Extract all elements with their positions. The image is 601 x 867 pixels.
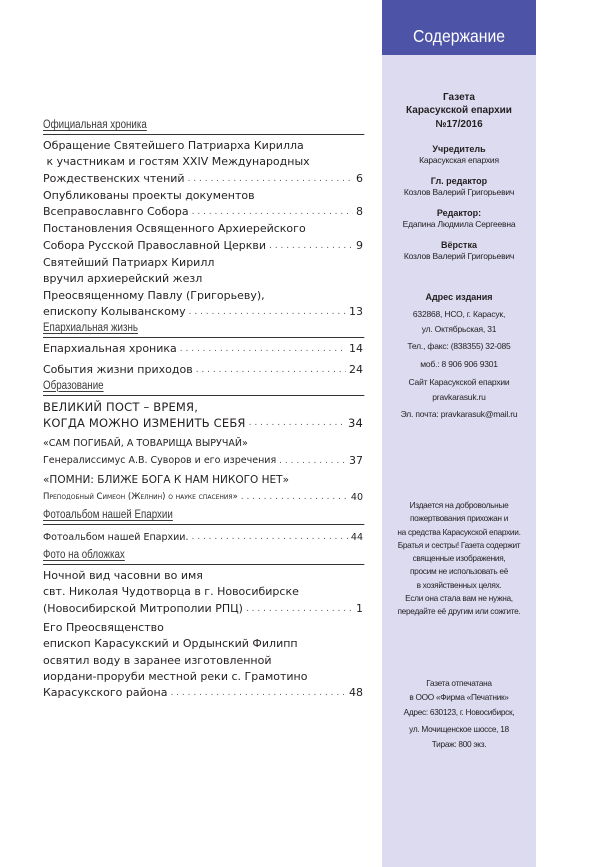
entry-line: иордани-проруби местной реки с. Грамотино bbox=[43, 669, 308, 683]
toc-section-education bbox=[43, 379, 363, 507]
toc-entry[interactable] bbox=[43, 362, 363, 378]
notice-line: пожертвования прихожан и bbox=[409, 513, 509, 524]
toc-entry[interactable] bbox=[43, 138, 363, 187]
newspaper-name-line: Карасукской епархии bbox=[406, 105, 512, 116]
staff-name: Карасукская епархия bbox=[419, 155, 499, 165]
page-number: 1 bbox=[356, 601, 363, 615]
toc-entry[interactable] bbox=[43, 472, 363, 507]
toc-entry[interactable] bbox=[43, 434, 363, 469]
staff-name: Козлов Валерий Григорьевич bbox=[403, 251, 515, 261]
toc-entry[interactable] bbox=[43, 341, 363, 357]
leader-dots bbox=[170, 685, 346, 701]
section-heading: Фотоальбом нашей Епархии bbox=[43, 508, 364, 525]
entry-line: «САМ ПОГИБАЙ, А ТОВАРИЩА ВЫРУЧАЙ» bbox=[43, 438, 248, 450]
email-link[interactable]: Эл. почта: pravkarasuk@mail.ru bbox=[400, 409, 518, 420]
address-line: 632868, НСО, г. Карасук, bbox=[412, 309, 506, 319]
entry-line: «ПОМНИ: БЛИЖЕ БОГА К НАМ НИКОГО НЕТ» bbox=[43, 473, 290, 486]
printing-line: ул. Мочищенское шоссе, 18 bbox=[409, 724, 509, 735]
entry-line: Опубликованы проекты документов bbox=[43, 188, 255, 202]
printing-line: Газета отпечатана bbox=[426, 677, 492, 688]
staff-role: Учредитель bbox=[432, 144, 486, 154]
page-number: 40 bbox=[350, 492, 363, 504]
entry-line: Рождественских чтений bbox=[43, 171, 185, 185]
entry-line: Преосвященному Павлу (Григорьеву), bbox=[43, 288, 265, 302]
entry-line: Постановления Освященного Архиерейского bbox=[43, 222, 306, 236]
toc-section-photo-album bbox=[43, 508, 363, 547]
issue-number: №17/2016 bbox=[435, 119, 483, 130]
staff-role: Вёрстка bbox=[441, 240, 477, 250]
address-heading: Адрес издания bbox=[425, 292, 493, 302]
notice-line: священные изображения, bbox=[412, 553, 506, 564]
entry-line: Обращение Святейшего Патриарха Кирилла bbox=[43, 139, 304, 152]
entry-line: Собора Русской Православной Церкви bbox=[43, 238, 267, 252]
entry-line: Генералиссимус А.В. Суворов и его изречения bbox=[43, 455, 277, 467]
masthead-sidebar bbox=[382, 0, 536, 867]
toc-entry[interactable] bbox=[43, 399, 363, 432]
section-heading: Официальная хроника bbox=[43, 118, 364, 135]
printing-line: в ООО «Фирма «Печатник» bbox=[409, 692, 509, 703]
toc-section-official-chronicle bbox=[43, 118, 363, 320]
staff-role: Гл. редактор bbox=[430, 176, 488, 186]
entry-line: ВЕЛИКИЙ ПОСТ – ВРЕМЯ, bbox=[43, 399, 199, 414]
print-run: Тираж: 800 экз. bbox=[431, 738, 487, 749]
entry-line: Фотоальбом нашей Епархии. bbox=[43, 532, 189, 544]
entry-line: Всеправославнго Собора bbox=[43, 205, 189, 219]
website-label: Сайт Карасукской епархии bbox=[408, 376, 510, 387]
page-number: 13 bbox=[349, 304, 363, 318]
entry-line: к участникам и гостям XXIV Международных bbox=[43, 155, 310, 169]
toc-entry[interactable] bbox=[43, 568, 363, 617]
leader-dots bbox=[279, 453, 346, 469]
printing-info bbox=[382, 676, 536, 752]
leader-dots bbox=[249, 415, 345, 431]
toc-entry[interactable] bbox=[43, 528, 363, 547]
section-heading: Фото на обложках bbox=[43, 548, 364, 565]
leader-dots bbox=[196, 362, 346, 378]
entry-line: вручил архиерейский жезл bbox=[43, 272, 203, 286]
leader-dots bbox=[189, 304, 346, 320]
contents-title: Содержание bbox=[390, 0, 529, 55]
toc-entry[interactable] bbox=[43, 221, 363, 254]
leader-dots bbox=[188, 171, 353, 187]
leader-dots bbox=[180, 341, 346, 357]
table-of-contents bbox=[43, 118, 363, 702]
page-number: 24 bbox=[349, 362, 363, 376]
page-number: 6 bbox=[356, 171, 363, 185]
section-heading: Епархиальная жизнь bbox=[43, 321, 364, 338]
phone-fax: Тел., факс: (838355) 32-085 bbox=[407, 341, 511, 352]
page-number: 48 bbox=[349, 686, 363, 700]
toc-section-cover-photos bbox=[43, 548, 363, 701]
staff-list bbox=[382, 144, 536, 262]
entry-line: епископ Карасукский и Ордынский Филипп bbox=[43, 637, 298, 651]
section-heading: Образование bbox=[43, 379, 364, 396]
newspaper-name-line: Газета bbox=[443, 92, 475, 103]
entry-line: освятил воду в заранее изготовленной bbox=[43, 653, 272, 667]
entry-line: КОГДА МОЖНО ИЗМЕНИТЬ СЕБЯ bbox=[43, 416, 246, 431]
mobile-phone: моб.: 8 906 906 9301 bbox=[420, 359, 498, 370]
page-number: 34 bbox=[347, 416, 363, 431]
entry-line: Ночной вид часовни во имя bbox=[43, 569, 203, 583]
entry-line: свт. Николая Чудотворца в г. Новосибирске bbox=[43, 585, 299, 599]
printing-line: Адрес: 630123, г. Новосибирск, bbox=[403, 706, 515, 717]
leader-dots bbox=[241, 488, 348, 507]
page-number: 14 bbox=[349, 342, 363, 356]
notice-line: в хозяйственных целях. bbox=[416, 579, 502, 590]
staff-role: Редактор: bbox=[436, 208, 482, 218]
leader-dots bbox=[269, 238, 353, 254]
leader-dots bbox=[192, 528, 348, 547]
toc-entry[interactable] bbox=[43, 188, 363, 221]
entry-line: Его Преосвященство bbox=[43, 620, 164, 634]
notice-line: на средства Карасукской епархии. bbox=[397, 526, 521, 537]
toc-entry[interactable] bbox=[43, 620, 363, 701]
entry-line: Святейший Патриарх Кирилл bbox=[43, 256, 215, 270]
notice-line: просим не использовать её bbox=[409, 566, 509, 577]
page-number: 9 bbox=[356, 238, 363, 252]
page-number: 37 bbox=[349, 454, 363, 468]
entry-line: Карасукского района bbox=[43, 686, 168, 700]
entry-line: События жизни приходов bbox=[43, 362, 193, 376]
website-link[interactable]: pravkarasuk.ru bbox=[432, 391, 486, 402]
staff-name: Козлов Валерий Григорьевич bbox=[403, 187, 515, 197]
entry-line: епископу Колыванскому bbox=[43, 304, 186, 318]
toc-entry[interactable] bbox=[43, 255, 363, 320]
notice-line: Если она стала вам не нужна, bbox=[405, 593, 513, 603]
page-number: 8 bbox=[356, 205, 363, 219]
page-number: 44 bbox=[350, 532, 363, 544]
donation-notice bbox=[382, 499, 536, 619]
newspaper-title bbox=[382, 91, 536, 131]
notice-line: передайте её другим или сожгите. bbox=[397, 606, 521, 617]
notice-line: Братья и сестры! Газета содержит bbox=[397, 539, 521, 550]
contents-header bbox=[382, 0, 536, 55]
staff-name: Едапина Людмила Сергеевна bbox=[402, 219, 516, 229]
entry-line: (Новосибирской Митрополии РПЦ) bbox=[43, 601, 243, 615]
entry-line: Преподобный Симеон (Желнин) о науке спасения» bbox=[43, 492, 238, 503]
leader-dots bbox=[192, 204, 353, 220]
publisher-address bbox=[382, 291, 536, 422]
toc-section-eparchy-life bbox=[43, 321, 363, 378]
entry-line: Епархиальная хроника bbox=[43, 342, 177, 356]
leader-dots bbox=[246, 601, 353, 617]
address-line: ул. Октябрьская, 31 bbox=[421, 323, 497, 334]
notice-line: Издается на добровольные bbox=[409, 499, 509, 510]
